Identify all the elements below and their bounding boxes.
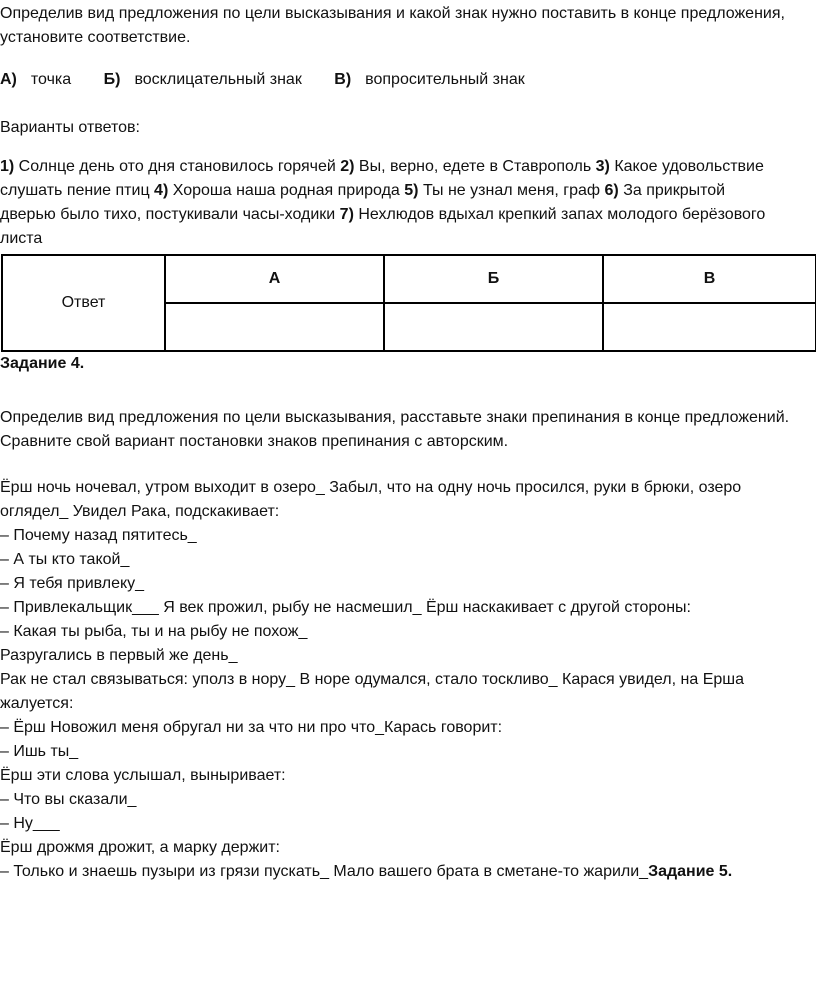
- story-line: – Только и знаешь пузыри из грязи пускать_ Мало вашего брата в сметане-то жарили_: [0, 863, 649, 880]
- story-line: – Почему назад пятитесь_: [0, 527, 197, 544]
- variant-text: Ты не узнал меня, граф: [418, 182, 605, 199]
- story-line: Рак не стал связываться: уполз в нору_ В норе одумался, стало тоскливо_ Карася увидел, на Ерша: [0, 671, 744, 688]
- fairy-tale-text: [0, 476, 812, 860]
- instruction-line: Определив вид предложения по цели высказывания и какой знак нужно поставить в конце предложения,: [0, 5, 785, 22]
- story-line: – Привлекальщик___ Я век прожил, рыбу не насмешил_ Ёрш наскакивает с другой стороны:: [0, 599, 691, 616]
- story-line: жалуется:: [0, 695, 74, 712]
- variant-text: Вы, верно, едете в Ставрополь: [354, 158, 596, 175]
- column-header-v: В: [603, 255, 816, 303]
- answer-options: [0, 68, 812, 92]
- variant-text: Хороша наша родная природа: [168, 182, 405, 199]
- variant-number: 3): [595, 158, 610, 175]
- variants-list: [0, 155, 812, 251]
- variant-line: [0, 155, 812, 179]
- answer-cell-v[interactable]: [603, 303, 816, 351]
- variant-number: 5): [404, 182, 419, 199]
- variant-line: [0, 227, 812, 251]
- story-line: – Ёрш Новожил меня обругал ни за что ни про что_Карась говорит:: [0, 719, 503, 736]
- task5-heading: Задание 5.: [648, 863, 733, 880]
- story-line: – А ты кто такой_: [0, 551, 130, 568]
- instruction-line: Определив вид предложения по цели высказывания, расставьте знаки препинания в конце предложений.: [0, 409, 790, 426]
- option-text-v: вопросительный знак: [365, 71, 525, 88]
- option-letter-b: Б): [103, 71, 121, 88]
- variant-number: 2): [340, 158, 355, 175]
- instruction-line: Сравните свой вариант постановки знаков препинания с авторским.: [0, 433, 509, 450]
- variant-number: 4): [154, 182, 169, 199]
- answer-cell-b[interactable]: [384, 303, 603, 351]
- variant-text: дверью было тихо, постукивали часы-ходики: [0, 206, 340, 223]
- task3-instruction: [0, 2, 812, 50]
- answer-cell-a[interactable]: [165, 303, 384, 351]
- variant-number: 1): [0, 158, 15, 175]
- answer-row-label: Ответ: [2, 255, 165, 351]
- instruction-line: установите соответствие.: [0, 29, 191, 46]
- story-line: – Ну___: [0, 815, 60, 832]
- variant-line: [0, 203, 812, 227]
- option-letter-a: А): [0, 71, 17, 88]
- variant-text: листа: [0, 230, 43, 247]
- variant-text: За прикрытой: [618, 182, 726, 199]
- story-line: – Какая ты рыба, ты и на рыбу не похож_: [0, 623, 308, 640]
- variants-label: Варианты ответов:: [0, 119, 140, 136]
- variant-text: Солнце день ото дня становилось горячей: [14, 158, 341, 175]
- story-line: – Я тебя привлеку_: [0, 575, 145, 592]
- task4-instruction: [0, 406, 812, 454]
- story-last-line: [0, 860, 812, 884]
- story-line: оглядел_ Увидел Рака, подскакивает:: [0, 503, 280, 520]
- variant-number: 7): [339, 206, 354, 223]
- story-line: – Ишь ты_: [0, 743, 79, 760]
- option-letter-v: В): [334, 71, 352, 88]
- story-line: Разругались в первый же день_: [0, 647, 238, 664]
- variant-text: Какое удовольствие: [609, 158, 764, 175]
- story-line: Ёрш ночь ночевал, утром выходит в озеро_ Забыл, что на одну ночь просился, руки в брюки, озеро: [0, 479, 742, 496]
- column-header-a: А: [165, 255, 384, 303]
- option-text-b: восклицательный знак: [134, 71, 302, 88]
- task4-heading: Задание 4.: [0, 355, 85, 372]
- story-line: Ёрш эти слова услышал, выныривает:: [0, 767, 286, 784]
- variant-text: слушать пение птиц: [0, 182, 155, 199]
- story-line: – Что вы сказали_: [0, 791, 137, 808]
- variant-number: 6): [604, 182, 619, 199]
- answer-table: [1, 254, 816, 352]
- column-header-b: Б: [384, 255, 603, 303]
- story-line: Ёрш дрожмя дрожит, а марку держит:: [0, 839, 280, 856]
- variant-line: [0, 179, 812, 203]
- option-text-a: точка: [30, 71, 72, 88]
- variant-text: Нехлюдов вдыхал крепкий запах молодого берёзового: [353, 206, 766, 223]
